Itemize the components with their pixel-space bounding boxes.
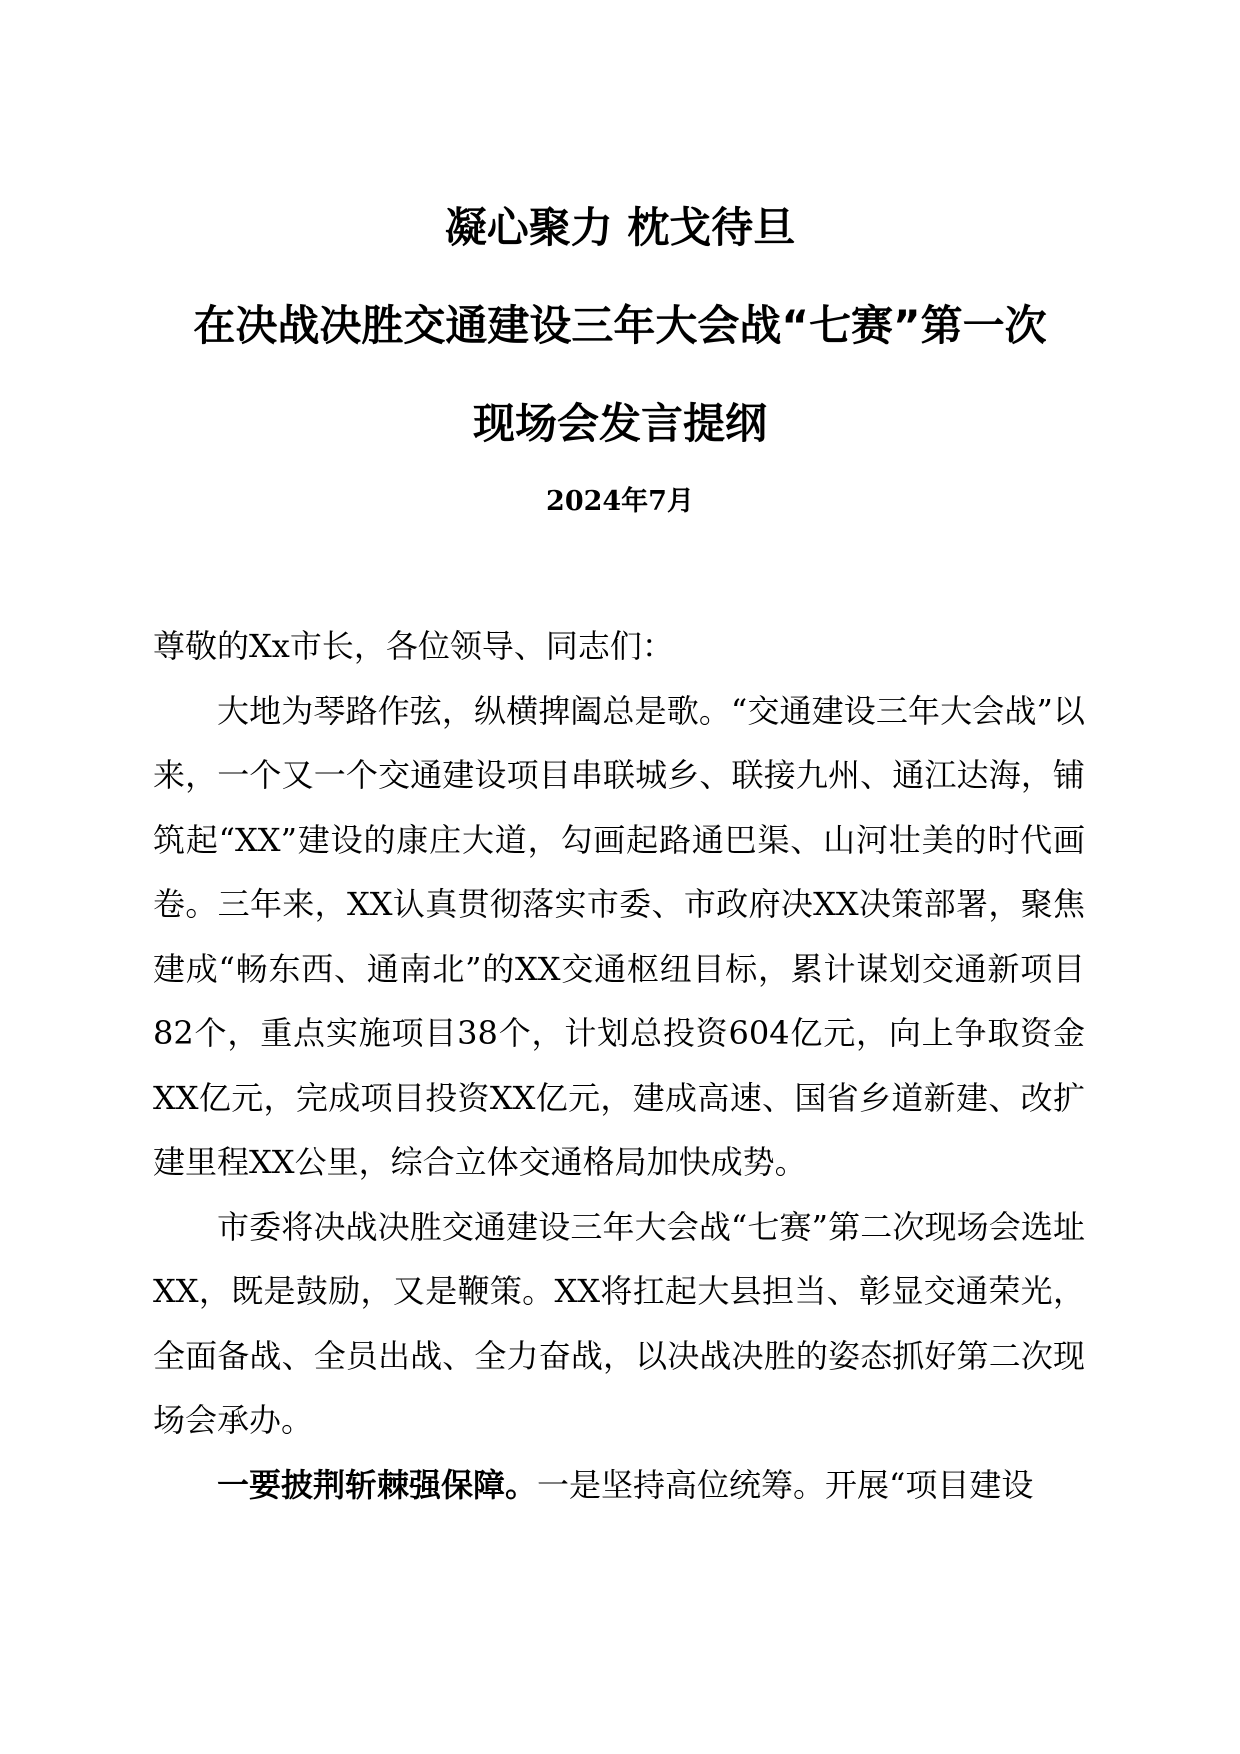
paragraph-3-lead-heading: 一要披荆斩棘强保障。 xyxy=(217,1465,538,1504)
document-title-line-1: 凝心聚力 枕戈待旦 xyxy=(444,203,796,252)
paragraph-3-text: 一是坚持高位统筹。开展“项目建设 xyxy=(537,1465,1034,1504)
paragraph-3 xyxy=(153,1453,1085,1518)
document-date: 2024年7月 xyxy=(546,486,694,517)
document-title-line-3: 现场会发言提纲 xyxy=(472,399,767,448)
paragraph-1: 大地为琴路作弦，纵横捭阖总是歌。“交通建设三年大会战”以来，一个又一个交通建设项目串联城乡、联接九州、通江达海，铺筑起“XX”建设的康庄大道，勾画起路通巴渠、山河壮美的时代画卷。三年来，XX认真贯彻落实市委、市政府决XX决策部署，聚焦建成“畅东西、通南北”的XX交通枢纽目标，累计谋划交通新项目82个，重点实施项目38个，计划总投资604亿元，向上争取资金XX亿元，完成项目投资XX亿元，建成高速、国省乡道新建、改扩建里程XX公里，综合立体交通格局加快成势。 xyxy=(153,691,1085,1181)
document-body xyxy=(153,614,1085,1517)
salutation: 尊敬的Xx市长，各位领导、同志们： xyxy=(153,627,674,665)
paragraph-2: 市委将决战决胜交通建设三年大会战“七赛”第二次现场会选址XX，既是鼓励，又是鞭策。XX将扛起大县担当、彰显交通荣光，全面备战、全员出战、全力奋战，以决战决胜的姿态抓好第二次现场会承办。 xyxy=(153,1207,1085,1439)
document-title-line-2: 在决战决胜交通建设三年大会战“七赛”第一次 xyxy=(193,301,1047,350)
